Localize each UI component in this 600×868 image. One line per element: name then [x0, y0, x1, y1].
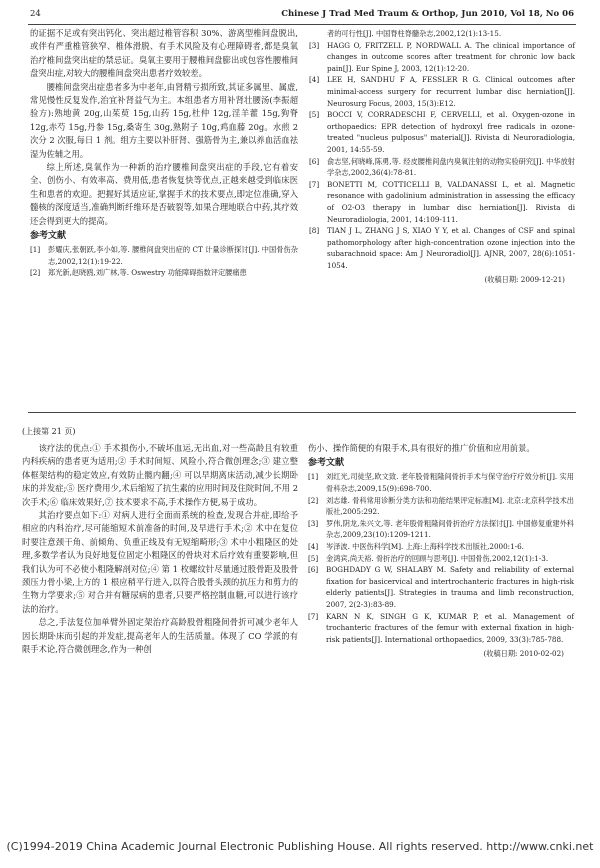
reference-item: [5] 金鸿宾,尚天裕. 骨折治疗的回顾与思考[J]. 中国骨伤,2002,12(1):1-3.	[308, 553, 549, 563]
reference-item: [2] 刘志雄. 骨科常用诊断分类方法和功能结果评定标准[M]. 北京:北京科学技术出版社,2005:292.	[308, 495, 574, 517]
top-right-column	[309, 28, 575, 285]
reference-item: [6] BOGHDADY G W, SHALABY M. Safety and reliability of external fixation for basicervical and intertrochanteric fractures in high-risk elderly patients[J]. Strategies in trauma and limb reconstruction, 2007, 2(2-3):83-89.	[308, 565, 574, 609]
reference-item: [2] 郑光新,赵晓鸥,刘广林,等. Oswestry 功能障碍指数评定腰痛患	[30, 268, 247, 278]
section-divider	[28, 412, 576, 413]
reference-item: [7] BONETTI M, COTTICELLI B, VALDANASSI L, et al. Magnetic resonance with gadolinium administration in assessing the efficacy of O2-O3 therapy in lumbar disc herniation[J]. Rivista di Neuroradiologia, 2001, 14:109-111.	[309, 179, 575, 224]
running-header	[30, 9, 574, 21]
reference-item: [3] 罗伟,阴龙,朱兴文,等. 老年股骨粗隆间骨折治疗方法探讨[J]. 中国修复重建外科杂志,2009,23(10):1209-1211.	[308, 518, 574, 540]
reference-item: [4] LEE H, SANDHU F A, FESSLER R G. Clinical outcomes after minimal-access surgery for recurrent lumbar disc herniation[J]. Neurosurg Focus, 2003, 15(3):E12.	[309, 75, 575, 108]
bottom-right-column	[308, 442, 574, 659]
page-number: 24	[30, 9, 41, 19]
reference-item: [6] 俞志坚,何晓峰,陈勇,等. 经皮腰椎间盘内臭氧注射的动物实验研究[J]. 中华放射学杂志,2002,36(4):78-81.	[309, 156, 575, 178]
bottom-left-column	[22, 442, 298, 657]
paragraph: 总之,手法复位加单臂外固定架治疗高龄股骨粗隆间骨折可减少老年人因长期卧床而引起的并发症,提高老年人的生活质量。体现了 CO 学派的有限手术论,符合微创理念,作为一种创	[22, 617, 298, 655]
references-heading: 参考文献	[30, 231, 67, 242]
reference-item: [4] 岑泽波. 中医伤科学[M]. 上海:上海科学技术出版社,2000:1-6.	[308, 541, 524, 551]
reference-item: [1] 刘红光,司徒坚,欧文致. 老年股骨粗隆间骨折手术与保守治疗疗效分析[J]. 实用骨科杂志,2009,15(9):698-700.	[308, 472, 574, 493]
copyright-footer: (C)1994-2019 China Academic Journal Electronic Publishing House. All rights reserved. http://www.cnki.net	[6, 840, 594, 853]
reference-continuation: 者的可行性[J]. 中国脊柱脊髓杂志,2002,12(1):13-15.	[327, 29, 502, 38]
reference-item: [5] BOCCI V, CORRADESCHI F, CERVELLI, et al. Oxygen-ozone in orthopaedics: EPR detection of hydroxyl free radicals in ozone-treated "nucleus pulposus" material[J]. Rivista di Neuroradiologia, 2001, 14:55-59.	[309, 110, 575, 154]
reference-item: [3] HAGG O, FRITZELL P, NORDWALL A. The clinical importance of changes in outcome scores after treatment for chronic low back pain[J]. Eur Spine J, 2003, 12(1):12-20.	[309, 40, 575, 73]
paragraph: 的证据不足或有突出钙化、突出超过椎管容积 30%、游离型椎间盘脱出,或伴有严重椎管狭窄、椎体滑脱、有手术风险及有心理障碍者,都是臭氧治疗椎间盘突出症的禁忌证。臭氧主要用于腰椎间盘膨出或包容性腰椎间盘突出症,对较大的腰椎间盘突出患者疗效较差。	[30, 28, 298, 79]
continued-from: (上接第 21 页)	[22, 427, 76, 436]
reference-item: [7] KARN N K, SINGH G K, KUMAR P, et al. Management of trochanteric fractures of the femur with external fixation in high-risk patients[J]. International orthopaedics, 2009, 33(3):785-788.	[308, 611, 574, 644]
paragraph: 综上所述,臭氧作为一种新的治疗腰椎间盘突出症的手段,它有着安全、创伤小、有效率高、费用低,患者恢复快等优点,正越来越受到临床医生和患者的欢迎。把握好其适应证,掌握手术的技术要点,即定位准确,穿入髓核的深度适当,准确判断纤维环是否破裂等,如果合理地联合中药,其疗效还会得到更大的提高。	[30, 162, 298, 226]
received-date: (收稿日期: 2009-12-21)	[484, 275, 565, 285]
paragraph: 腰椎间盘突出症患者多为中老年,由肾精亏损所致,其证多属里、属虚,常见慢性反复发作,治宜补肾益气为主。本组患者方用补肾壮腰汤(李振超验方):熟地黄 20g,山茱萸 15g,山药 15g,杜仲 12g,淫羊藿 15g,狗脊 12g,赤芍 15g,丹参 15g,桑寄生 30g,熟附子 10g,鸡血藤 20g。水煎 2 次分 2 次服,每日 1 剂。组方主要以补肝肾、强筋骨为主,兼以养血活血祛湿为佐辅之用。	[30, 81, 298, 159]
received-date: (收稿日期: 2010-02-02)	[483, 649, 564, 659]
reference-item: [1] 彭耀庆,张朝跃,李小如,等. 腰椎间盘突出症的 CT 计量诊断探讨[J]. 中国骨伤杂志,2002,12(1):19-22.	[30, 245, 298, 266]
references-heading: 参考文献	[308, 458, 345, 469]
paragraph: 伤小、操作简便的有限手术,具有很好的推广价值和应用前景。	[308, 443, 535, 453]
reference-item: [8] TIAN J L, ZHANG J S, XIAO Y Y, et al. Changes of CSF and spinal pathomorphology after high-concentration ozone injection into the subarachnoid space: Am J Neuroradiol[J]. AJNR, 2007, 28(6):1051-1054.	[309, 226, 575, 270]
journal-info: Chinese J Trad Med Traum & Orthop, Jun 2010, Vol 18, No 06	[281, 9, 574, 19]
paragraph: 该疗法的优点:① 手术损伤小,不破坏血运,无出血,对一些高龄且有较重内科疾病的患者更为适用;② 手术时间短、风险小,符合微创理念;③ 建立整体框架结构的稳定效应,有效防止髋内翻;④ 可以早期离床活动,减少长期卧床的并发症;⑤ 医疗费用少,术后缩短了抗生素的应用时间及住院时间,不用 2 次手术;⑥ 临床效果好,⑦ 技术要求不高,手术操作方便,易于成功。	[22, 443, 298, 507]
header-rule	[28, 24, 576, 25]
top-left-column	[30, 27, 298, 279]
paragraph: 其治疗要点如下:① 对病人进行全面而系统的检查,发现合并症,即给予相应的内科治疗,尽可能缩短术前准备的时间,及早进行手术;② 术中在复位时要注意颈干角、前倾角、负重正线及有无短缩畸形;③ 术中小粗隆区的处理,多数学者认为良好地复位固定小粗隆区的骨块对术后疗效有重要影响,但我们认为可不必使小粗隆解剖对位;④ 第 1 枚螺纹针尽量通过股骨距及股骨颈压力骨小梁,上方的 1 根应稍平行进入,以符合股骨头颈的抗压力和剪力的生物力学要求;⑤ 对合并有糖尿病的患者,只要严格控制血糖,可以进行该疗法的治疗。	[22, 510, 298, 614]
